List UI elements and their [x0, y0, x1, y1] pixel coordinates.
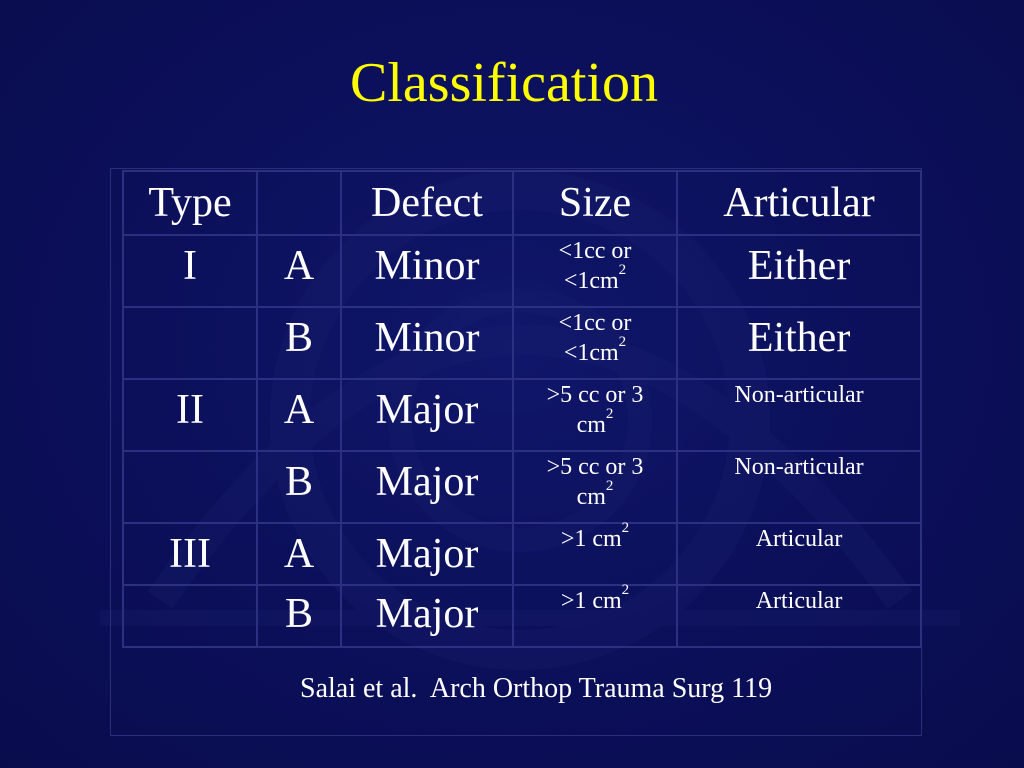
size-line-2: cm [576, 412, 606, 438]
slide-title: Classification [350, 52, 658, 114]
cell-subtype: A [257, 523, 341, 585]
cell-size [513, 582, 677, 647]
table-header-row [123, 171, 921, 235]
cell-size [513, 451, 677, 523]
size-line-1: >5 cc or 3 [546, 454, 644, 480]
cell-type [123, 585, 257, 647]
cell-articular: Articular [677, 523, 921, 585]
cell-articular: Either [677, 307, 921, 379]
size-line-2: cm [576, 484, 606, 510]
cell-articular: Either [677, 235, 921, 307]
size-line-1: >1 cm [560, 588, 622, 614]
table-row [123, 307, 921, 379]
cell-subtype: B [257, 585, 341, 647]
cell-type [123, 451, 257, 523]
cell-type: II [123, 379, 257, 451]
size-line-1: >5 cc or 3 [546, 382, 644, 408]
size-superscript: 2 [605, 406, 614, 422]
cell-subtype: B [257, 307, 341, 379]
cell-defect: Minor [341, 235, 513, 307]
cell-defect: Minor [341, 307, 513, 379]
size-line-1: <1cc or [558, 310, 632, 336]
header-articular: Articular [677, 171, 921, 235]
cell-subtype: B [257, 451, 341, 523]
classification-table [122, 170, 922, 648]
cell-articular: Non-articular [677, 451, 921, 523]
cell-defect: Major [341, 379, 513, 451]
cell-type [123, 307, 257, 379]
size-superscript: 2 [618, 334, 627, 350]
table-row [123, 523, 921, 585]
cell-articular: Articular [677, 585, 921, 647]
cell-defect: Major [341, 451, 513, 523]
cell-subtype: A [257, 379, 341, 451]
cell-subtype: A [257, 235, 341, 307]
header-subtype [257, 171, 341, 235]
table-row [123, 585, 921, 647]
cell-articular: Non-articular [677, 379, 921, 451]
size-superscript: 2 [618, 262, 627, 278]
cell-type: I [123, 235, 257, 307]
header-size: Size [513, 171, 677, 235]
citation-text: Salai et al. Arch Orthop Trauma Surg 119 [300, 673, 773, 704]
size-superscript: 2 [621, 582, 630, 598]
cell-defect: Major [341, 585, 513, 647]
cell-size [513, 307, 677, 379]
cell-type: III [123, 523, 257, 585]
header-type: Type [123, 171, 257, 235]
table-row [123, 235, 921, 307]
cell-size [513, 379, 677, 451]
cell-defect: Major [341, 523, 513, 585]
table-row [123, 379, 921, 451]
cell-size [513, 235, 677, 307]
size-superscript: 2 [605, 478, 614, 494]
size-line-2: <1cm [563, 340, 619, 366]
size-line-1: <1cc or [558, 238, 632, 264]
cell-size [513, 520, 677, 585]
size-line-1: >1 cm [560, 526, 622, 552]
table-row [123, 451, 921, 523]
size-superscript: 2 [621, 520, 630, 536]
header-defect: Defect [341, 171, 513, 235]
size-line-2: <1cm [563, 268, 619, 294]
